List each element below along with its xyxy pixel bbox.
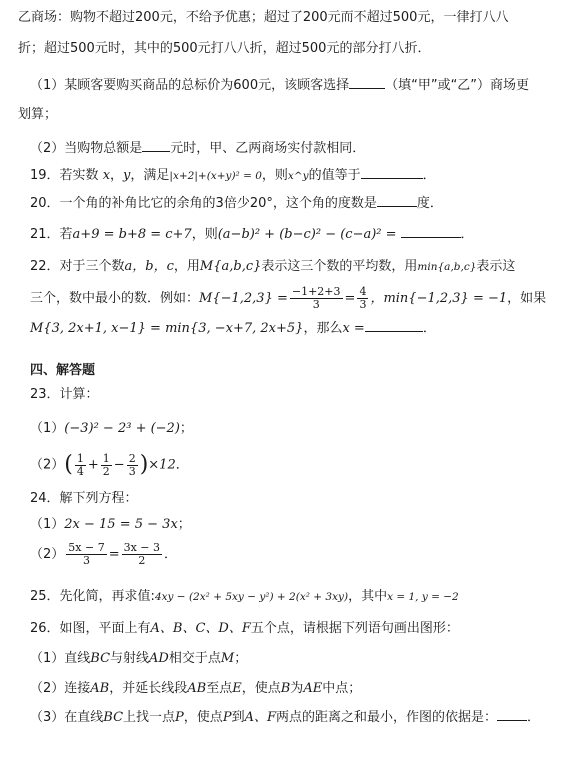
q19-text-value: 的值等于 — [308, 168, 361, 183]
q24-2-end: ． — [164, 547, 178, 562]
q26-1-text-ray: 与射线 — [110, 651, 150, 666]
q25-text: 25．先化简，再求值: — [30, 589, 155, 604]
q26-3-text-basis: 两点的距离之和最小，作图的依据是： — [276, 710, 498, 725]
text-q18-1-cont: 划算； — [18, 107, 58, 122]
q23-2-label: （2） — [30, 457, 65, 473]
q24-2-label: （2） — [30, 547, 65, 562]
q24-2-equals: = — [108, 547, 120, 562]
q23-1-label: （1） — [30, 421, 65, 436]
q23-2-f2-den: 2 — [102, 464, 110, 478]
line-q18-2 — [30, 138, 572, 158]
q26-3-points-af: A、F — [244, 710, 276, 725]
q26-1-end: ； — [234, 651, 248, 666]
q26-2-point-b: B — [280, 681, 291, 696]
q23-2-paren-open: ( — [64, 452, 73, 477]
question-23 — [30, 386, 572, 404]
q23-2-fraction-3 — [127, 453, 138, 478]
q20-text: 20．一个角的补角比它的余角的3倍少20°，这个角的度数是 — [30, 196, 377, 211]
q23-2-f2-num: 1 — [102, 451, 110, 465]
question-21: 21．若a+9 = b+8 = c+7，则(a−b)² + (b−c)² − (c−a)² = ． — [30, 224, 572, 244]
q22-fraction-1-num: −1+2+3 — [291, 285, 341, 298]
q21-label: 21．若 — [30, 227, 73, 242]
q26-2-seg-ab: AB — [90, 681, 110, 696]
question-23-2 — [30, 450, 572, 481]
q22-text-mean: 表示这三个数的平均数，用 — [261, 259, 418, 274]
question-22 — [30, 258, 572, 276]
q21-expression: (a−b)² + (b−c)² − (c−a)² = — [217, 227, 397, 242]
question-26 — [30, 620, 572, 638]
q22-text-then: ，那么 — [303, 321, 343, 336]
q26-3-text-to: 到 — [231, 710, 245, 725]
answer-blank-q20[interactable] — [377, 193, 417, 207]
line-q18-1 — [30, 75, 572, 95]
q22-condition-equation: M{3, 2x+1, x−1} = min{3, −x+7, 2x+5} — [30, 321, 304, 336]
q26-2-text-extend: ，并延长线段 — [109, 681, 188, 696]
q26-3-point-p: P — [175, 710, 184, 725]
q22-text-min: 表示这 — [476, 259, 516, 274]
q23-1-end: ； — [179, 421, 193, 436]
q22-min-notation: min{a,b,c} — [417, 261, 477, 273]
q23-2-fraction-1 — [75, 453, 86, 478]
q22-fraction-1-den: 3 — [312, 298, 320, 311]
q23-2-f1-num: 1 — [76, 451, 84, 465]
question-24-1 — [30, 516, 572, 534]
q26-2-seg-ab-2: AB — [187, 681, 207, 696]
question-26-1 — [30, 650, 572, 668]
q24-2-left-den: 3 — [82, 554, 90, 567]
q26-3-text-make: ，使点 — [183, 710, 223, 725]
answer-blank-q26-3[interactable] — [497, 707, 527, 721]
q24-2-fraction-left — [66, 542, 106, 567]
q22-vars: a，b，c — [124, 259, 174, 274]
q20-unit: 度． — [416, 196, 443, 211]
q23-2-plus: + — [87, 457, 99, 473]
q22-text-if: ，如果 — [507, 291, 547, 306]
answer-blank-q18-1[interactable] — [349, 75, 385, 89]
q19-var-x: x — [102, 168, 111, 183]
question-24-2 — [30, 540, 572, 570]
q22-mean-notation: M{a,b,c} — [199, 259, 262, 274]
q26-2-seg-ae: AE — [303, 681, 323, 696]
q21-condition: a+9 = b+8 = c+7 — [72, 227, 192, 242]
q24-2-right-num: 3x − 3 — [123, 541, 161, 554]
q22-answer-var: x = — [342, 321, 365, 336]
line-q18-1-cont — [18, 106, 560, 124]
q26-points: A、B、C、D、F — [150, 621, 251, 636]
text-store-b-rule-cont: 折；超过500元时，其中的500元打八八折，超过500元的部分打八折． — [18, 41, 431, 56]
section-4-title: 四、解答题 — [30, 363, 96, 378]
q19-equation: |x+2|+(x+y)² = 0 — [169, 170, 262, 182]
q22-equals: = — [344, 291, 356, 306]
q19-expression: x^y — [287, 170, 309, 182]
q25-text-where: ，其中 — [348, 589, 388, 604]
q24-1-label: （1） — [30, 517, 65, 532]
text-q18-2: （2）当购物总额是 — [30, 141, 143, 156]
q19-text-then: ，则 — [261, 168, 288, 183]
q21-text-then: ，则 — [191, 227, 218, 242]
q26-3-end: ． — [527, 710, 541, 725]
q26-1-point-m: M — [220, 651, 235, 666]
q26-2-text-is: 为 — [290, 681, 304, 696]
q24-1-equation: 2x − 15 = 5 − 3x — [64, 517, 178, 532]
text-q18-1: （1）某顾客要购买商品的总标价为600元，该顾客选择 — [30, 78, 350, 93]
q26-2-text-midpoint: 中点； — [322, 681, 362, 696]
q24-2-left-num: 5x − 7 — [68, 541, 105, 554]
question-26-3 — [30, 707, 572, 727]
q25-expression: 4xy − (2x² + 5xy − y²) + 2(x² + 3xy) — [154, 591, 349, 603]
q26-2-text: （2）连接 — [30, 681, 91, 696]
text-store-b-rule: 乙商场：购物不超过200元，不给予优惠；超过了200元而不超过500元，一律打八八 — [18, 10, 509, 25]
text-q18-1-hint: （填“甲”或“乙”）商场更 — [385, 78, 530, 93]
q26-text: 26．如图，平面上有 — [30, 621, 151, 636]
answer-blank-q22[interactable] — [365, 318, 423, 332]
q22-fraction-1 — [290, 286, 343, 311]
q22-example-min: ，min{−1,2,3} = −1 — [370, 291, 508, 306]
q22-example-text: 三个，数中最小的数．例如： — [30, 291, 200, 306]
answer-blank-q21[interactable] — [401, 224, 461, 238]
answer-blank-q19[interactable] — [361, 165, 423, 179]
q23-2-end: ． — [175, 457, 189, 473]
q19-var-y: y — [123, 168, 131, 183]
q23-title: 23．计算： — [30, 387, 99, 402]
question-25 — [30, 588, 572, 606]
q26-1-line-bc: BC — [90, 651, 111, 666]
q22-text-use: ，用 — [173, 259, 200, 274]
q26-text-instruction: 五个点，请根据下列语句画出图形： — [250, 621, 459, 636]
question-19: 19．若实数 x，y，满足|x+2|+(x+y)² = 0，则x^y的值等于 ． — [30, 165, 572, 185]
q23-2-f3-den: 3 — [128, 464, 136, 478]
q26-2-text-to: 至点 — [206, 681, 233, 696]
q23-2-paren-close: ) — [139, 452, 149, 477]
q26-3-text: （3）在直线 — [30, 710, 104, 725]
question-23-1 — [30, 420, 572, 438]
question-20 — [30, 193, 572, 213]
q19-text-satisfy: ，满足 — [130, 168, 170, 183]
q26-3-line-bc: BC — [103, 710, 124, 725]
q22-label: 22．对于三个数 — [30, 259, 125, 274]
q24-title: 24．解下列方程： — [30, 491, 138, 506]
section-4-heading — [30, 362, 572, 380]
q24-2-fraction-right — [122, 542, 162, 567]
q26-2-text-make: ，使点 — [241, 681, 281, 696]
q23-2-f3-num: 2 — [128, 451, 136, 465]
line-store-b-rule — [18, 9, 560, 27]
text-q18-2-end: 元时，甲、乙两商场实付款相同． — [170, 141, 366, 156]
question-26-2 — [30, 680, 572, 698]
q26-1-ray-ad: AD — [149, 651, 169, 666]
answer-blank-q18-2[interactable] — [142, 138, 170, 152]
q23-2-multiplier: ×12 — [148, 457, 176, 473]
q23-2-minus: − — [113, 457, 125, 473]
q23-2-f1-den: 4 — [76, 464, 84, 478]
line-store-b-rule-cont — [18, 40, 560, 58]
q22-fraction-2 — [357, 286, 368, 311]
question-22-example — [30, 286, 572, 312]
q22-example-mean: M{−1,2,3} = — [199, 291, 288, 306]
q25-values: x = 1, y = −2 — [387, 591, 459, 603]
q26-2-point-e: E — [232, 681, 242, 696]
q26-1-text-intersect: 相交于点 — [168, 651, 221, 666]
q26-1-text: （1）直线 — [30, 651, 91, 666]
q23-1-expression: (−3)² − 2³ + (−2) — [64, 421, 180, 436]
question-24 — [30, 490, 572, 508]
q22-fraction-2-den: 3 — [359, 298, 367, 311]
q24-2-right-den: 2 — [138, 554, 146, 567]
question-22-condition: M{3, 2x+1, x−1} = min{3, −x+7, 2x+5}，那么x = ． — [30, 318, 572, 338]
q22-fraction-2-num: 4 — [359, 285, 367, 298]
q26-3-point-p-2: P — [222, 710, 232, 725]
q26-3-text-find: 上找一点 — [123, 710, 176, 725]
q24-1-end: ； — [177, 517, 191, 532]
q19-label: 19．若实数 — [30, 168, 99, 183]
q23-2-fraction-2 — [101, 453, 112, 478]
